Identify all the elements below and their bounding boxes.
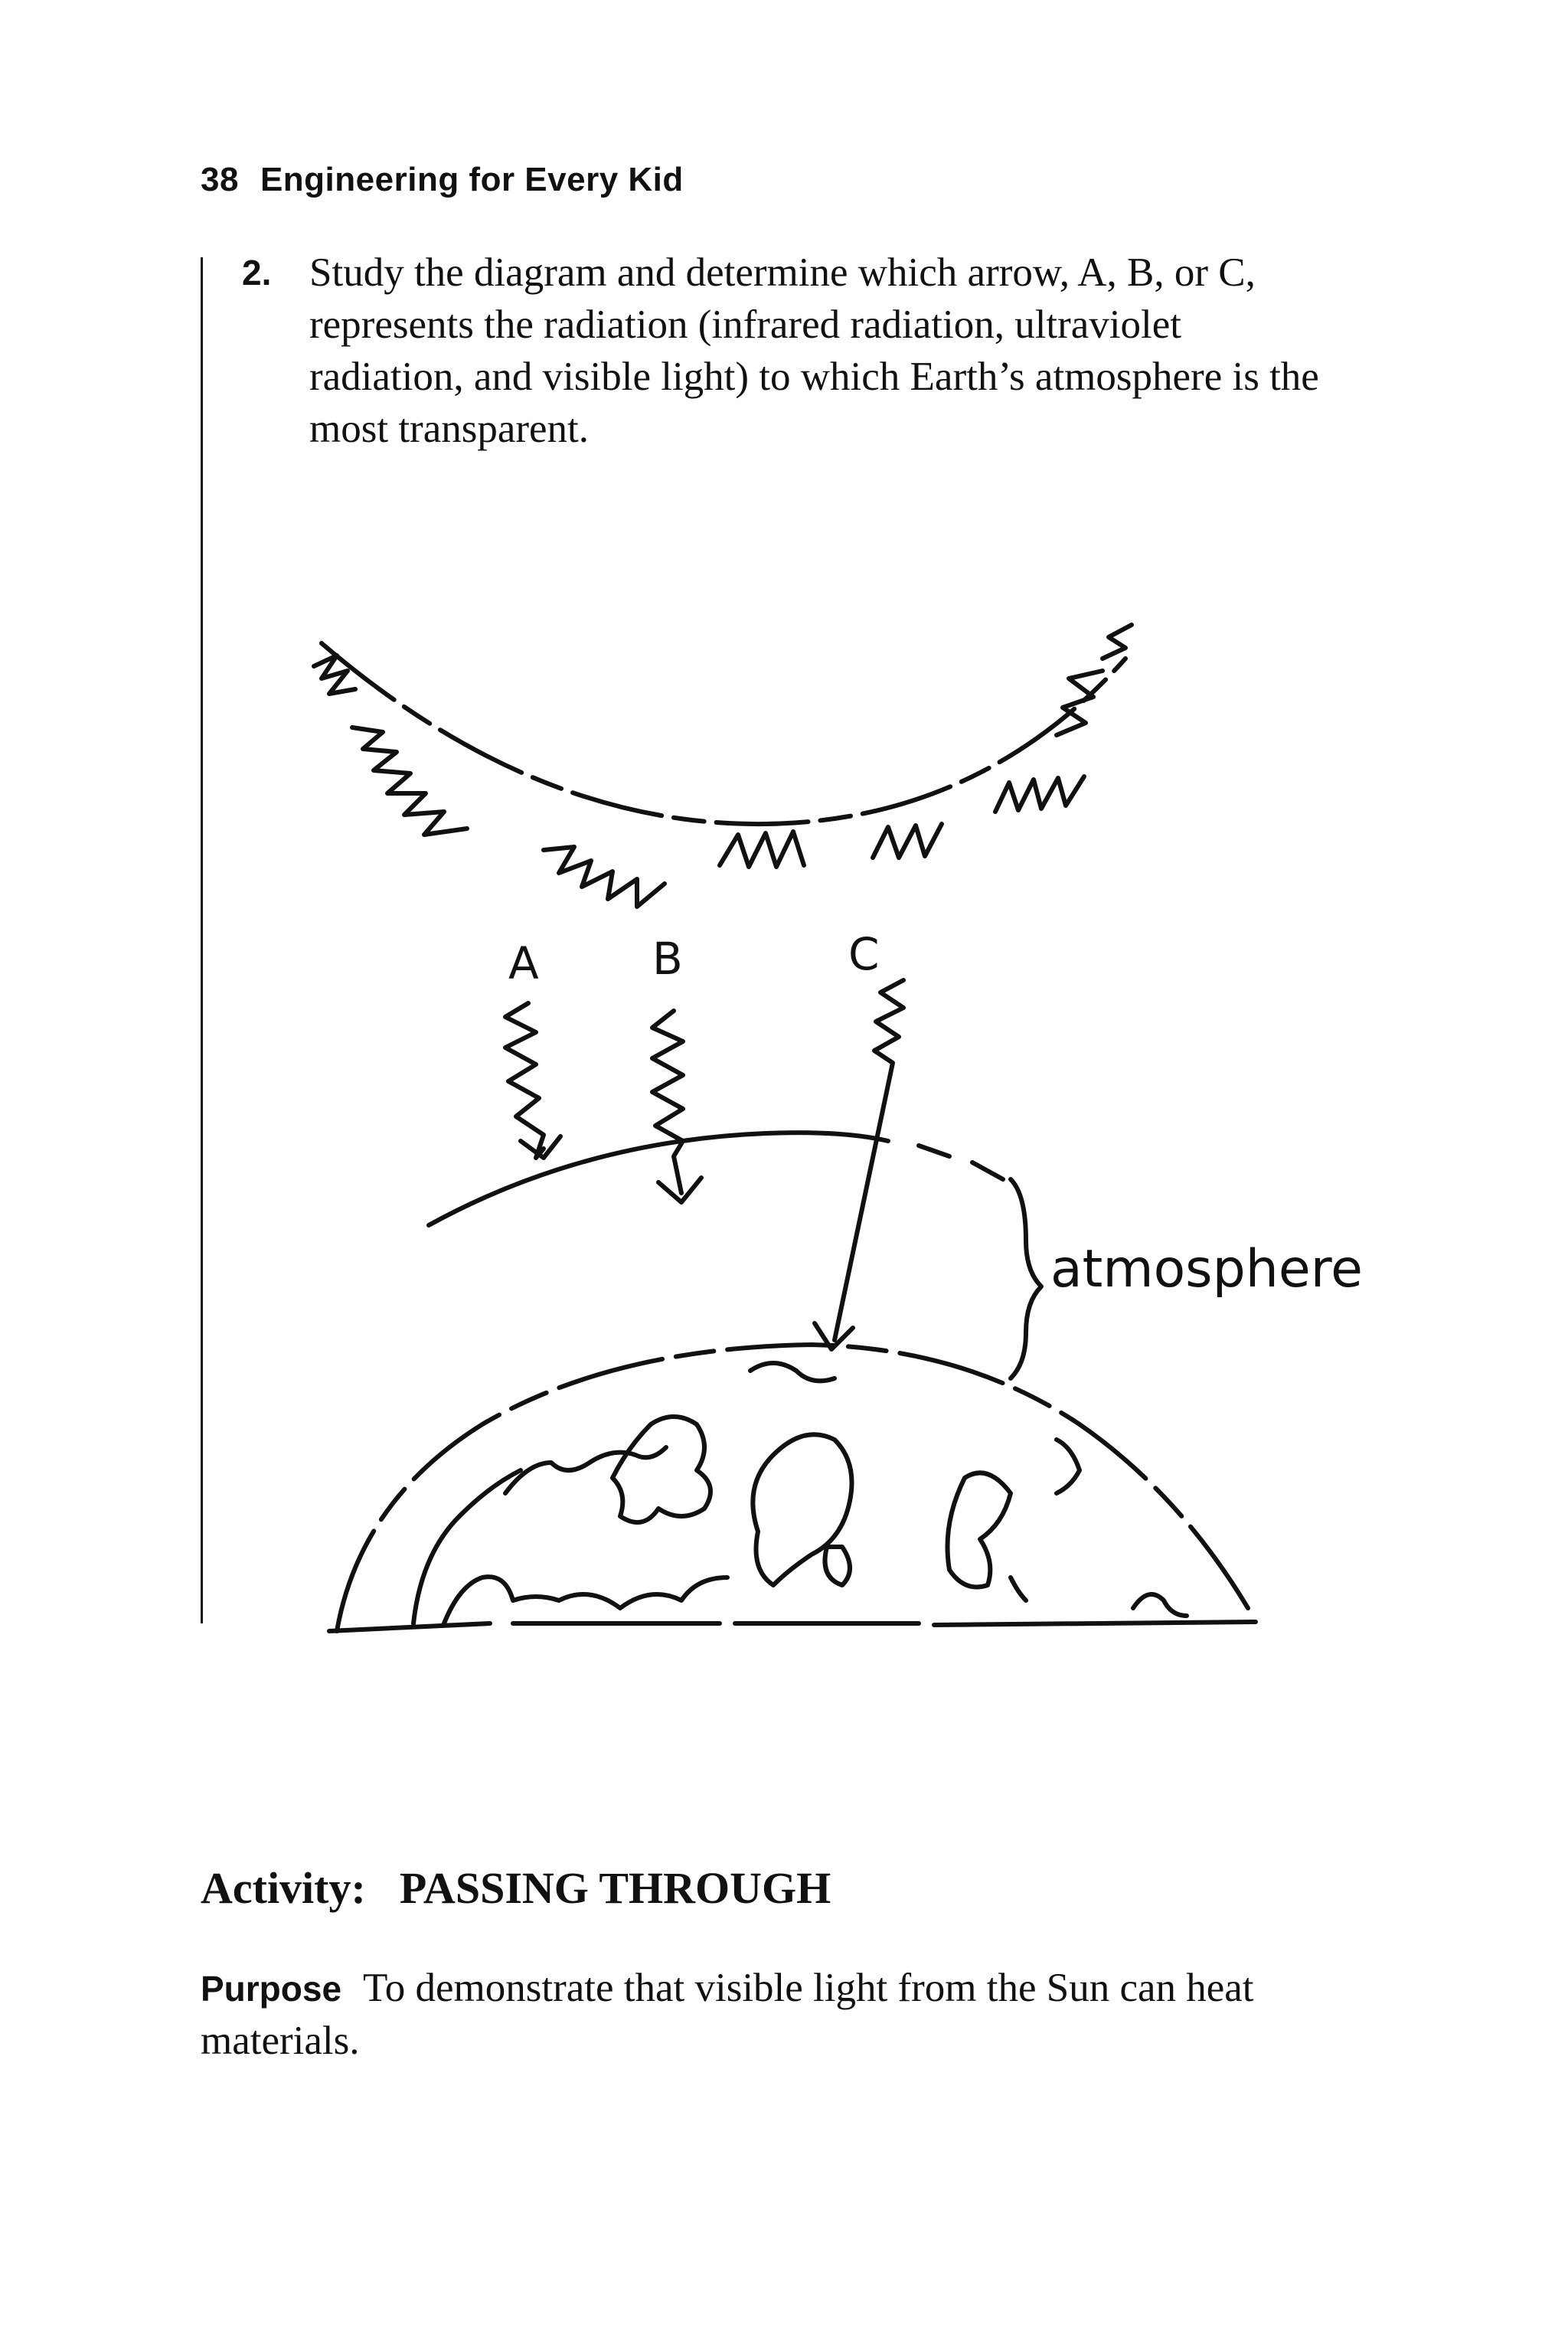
- question-number: 2.: [242, 253, 272, 293]
- atmosphere-arc: [429, 1133, 1003, 1225]
- radiation-diagram: [291, 613, 1378, 1639]
- atmosphere-brace: [1011, 1179, 1041, 1378]
- atmosphere-label: atmosphere: [1050, 1239, 1363, 1299]
- arrow-a-line: [505, 1003, 544, 1158]
- activity-title: PASSING THROUGH: [399, 1863, 831, 1913]
- arrow-b-line: [652, 1011, 683, 1193]
- book-title: Engineering for Every Kid: [260, 161, 684, 198]
- activity-label: Activity:: [201, 1863, 366, 1913]
- arrow-label-c: C: [848, 928, 880, 980]
- earth-drawing: [329, 1345, 1256, 1631]
- running-header: [201, 161, 684, 199]
- purpose-label: Purpose: [201, 1969, 342, 2009]
- question-2: [242, 247, 1344, 455]
- purpose-paragraph: [201, 1962, 1341, 2067]
- purpose-text: To demonstrate that visible light from the Sun can heat materials.: [201, 1966, 1254, 2063]
- page-number: 38: [201, 161, 239, 198]
- arrow-c-line: [835, 980, 903, 1340]
- question-text: Study the diagram and determine which arrow, A, B, or C, represents the radiation (infrared radiation, ultraviolet radiation, and visible light) to which Earth’s atmosphere is the most transparent.: [309, 250, 1319, 451]
- activity-heading: [201, 1862, 831, 1914]
- margin-rule: [201, 257, 203, 1623]
- arrow-label-a: A: [508, 937, 539, 989]
- arrow-label-b: B: [652, 933, 683, 985]
- sun-drawing: [314, 625, 1132, 907]
